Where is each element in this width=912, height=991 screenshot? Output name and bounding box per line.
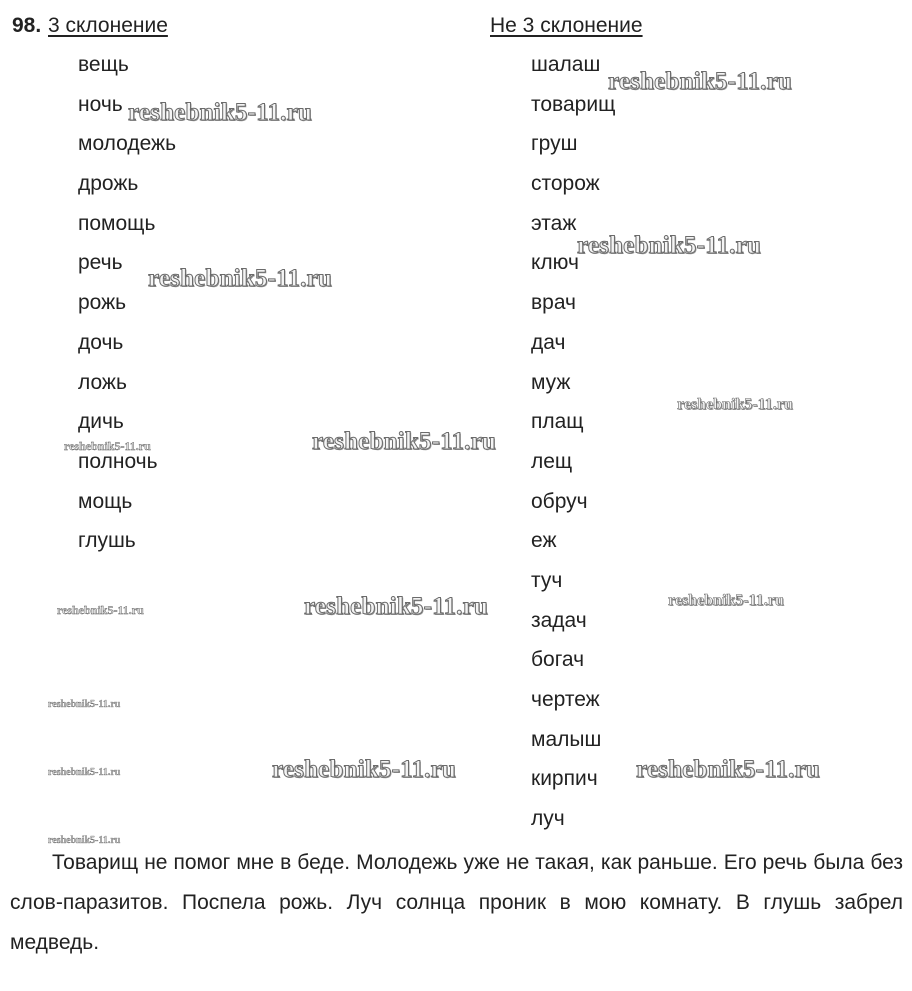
word-item: малыш [531, 727, 602, 751]
word-item: шалаш [531, 53, 601, 76]
watermark: reshebnik5-11.ru [128, 99, 313, 126]
watermark: reshebnik5-11.ru [272, 756, 457, 783]
watermark: reshebnik5-11.ru [57, 603, 144, 617]
watermark: reshebnik5-11.ru [636, 756, 821, 783]
word-item: задач [531, 608, 587, 632]
word-item: чертеж [531, 688, 600, 711]
word-item: лещ [531, 449, 573, 473]
word-item: рожь [78, 291, 127, 315]
word-item: этаж [531, 211, 577, 235]
word-item: ночь [78, 92, 123, 116]
word-item: муж [531, 370, 571, 394]
not-third-declension-word-list [531, 52, 615, 846]
word-item: вещь [78, 53, 129, 76]
word-item: товарищ [531, 92, 616, 116]
word-item: луч [531, 807, 565, 831]
word-item: мощь [78, 489, 133, 513]
right-column-heading: Не 3 склонение [490, 14, 643, 37]
word-item: еж [531, 529, 557, 553]
word-item: речь [78, 251, 123, 275]
word-item: ложь [78, 370, 127, 394]
word-item: дочь [78, 330, 124, 354]
watermark: reshebnik5-11.ru [64, 439, 151, 453]
word-item: врач [531, 291, 576, 315]
watermark: reshebnik5-11.ru [312, 428, 497, 455]
watermark: reshebnik5-11.ru [304, 593, 489, 620]
word-item: молодежь [78, 132, 177, 156]
word-item: дичь [78, 410, 124, 434]
word-item: глушь [78, 529, 136, 553]
word-item: полночь [78, 449, 158, 473]
word-item: кирпич [531, 767, 598, 791]
word-item: обруч [531, 489, 588, 513]
word-item: богач [531, 648, 585, 672]
watermark: reshebnik5-11.ru [48, 767, 121, 778]
watermark: reshebnik5-11.ru [608, 68, 793, 95]
watermark: reshebnik5-11.ru [577, 232, 762, 259]
word-item: туч [531, 568, 563, 592]
word-item: помощь [78, 211, 156, 235]
example-sentences-paragraph: Товарищ не помог мне в беде. Молодежь уже не такая, как раньше. Его речь была без слов-паразитов. Поспела рожь. Луч солнца проник в мою комнату. В глушь забрел медведь. [10, 851, 903, 954]
word-item: дач [531, 330, 566, 354]
watermark: reshebnik5-11.ru [148, 265, 333, 292]
word-item: сторож [531, 172, 600, 196]
watermark: reshebnik5-11.ru [677, 396, 793, 413]
word-item: ключ [531, 251, 579, 275]
watermark: reshebnik5-11.ru [48, 835, 121, 846]
watermark: reshebnik5-11.ru [668, 592, 784, 609]
word-item: плащ [531, 410, 584, 434]
left-column-heading: 3 склонение [48, 14, 168, 37]
exercise-number: 98. [12, 14, 42, 37]
word-item: дрожь [78, 172, 139, 196]
watermark: reshebnik5-11.ru [48, 699, 121, 710]
third-declension-word-list [78, 52, 176, 568]
word-item: груш [531, 132, 578, 156]
